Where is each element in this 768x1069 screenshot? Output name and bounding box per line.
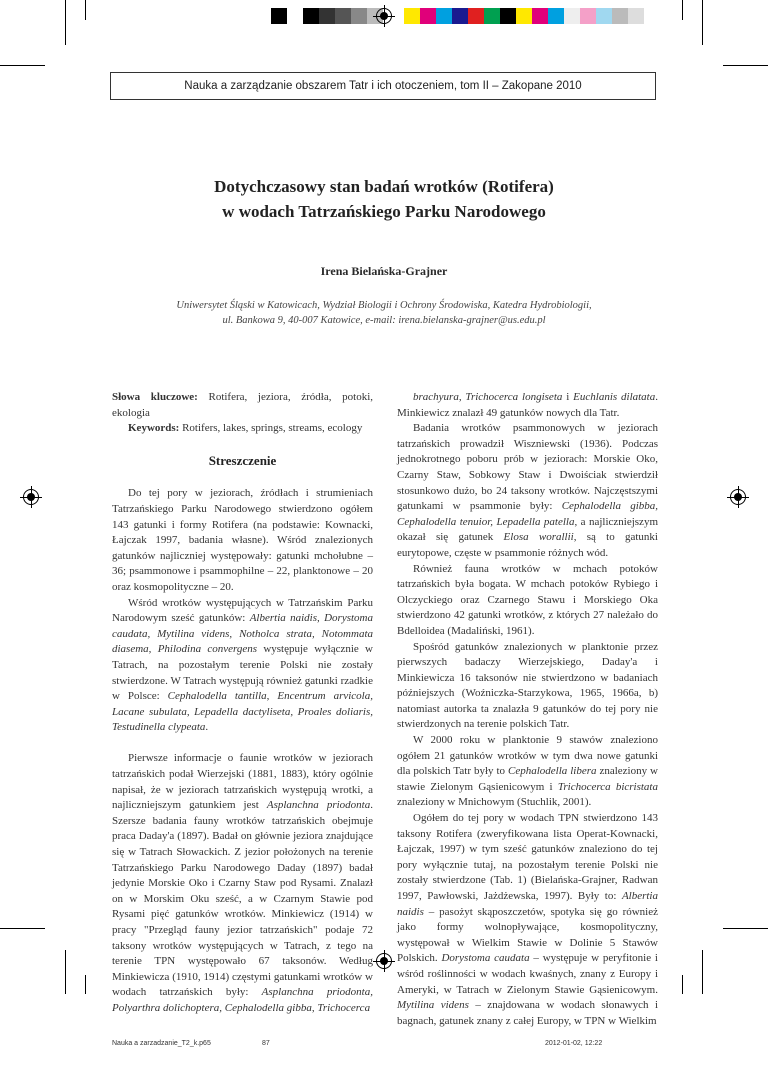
- species-name: Cephalodella libera: [507, 765, 597, 778]
- text-segment: Również fauna wrotków w mchach potoków tatrzańskich była bogata. W mchach potoków Rybiego i Olczyckiego oraz Czarnego Stawu i Morskiego Oka stwierdzono 42 gatunki wrotków, z których 27 należało do Bdelloidea (Madaliński, 1961).: [397, 562, 658, 637]
- affiliation-line: Uniwersytet Śląski w Katowicach, Wydział Biologii i Ochrony Środowiska, Katedra Hydrobiologii,: [176, 300, 592, 311]
- keywords-en: [112, 421, 373, 437]
- species-name: Albertia naidis: [397, 890, 658, 918]
- keywords-pl-text: Rotifera, jeziora, źródła, potoki, ekologia: [112, 391, 373, 419]
- footer-page-number: 87: [262, 1040, 270, 1047]
- paragraph: [397, 421, 658, 561]
- crosshair-left-icon: [20, 486, 42, 508]
- text-segment: – pasożyt skąposzczetów, spotyka się go również jako formy wolnopływające, kosmopolityczny, występował w Wielkim Stawie w Dolinie 5 Stawów Polskich.: [397, 905, 658, 965]
- journal-header: Nauka a zarządzanie obszarem Tatr i ich otoczeniem, tom II – Zakopane 2010: [110, 72, 656, 100]
- species-name: Trichocerca bicristata: [557, 780, 658, 793]
- text-segment: Do tej pory w jeziorach, źródłach i strumieniach Tatrzańskiego Parku Narodowego stwierdzono ogółem 143 gatunki i formy Rotifera (na podstawie: Kownacki, Łajczak 1997, badania własne). Wśród znalezionych gatunków najliczniej występowały: gatunki mchołubne – 36; psammonowe i psammophilne – 22, planktonowe – 20 oraz kosmopolityczne – 20.: [112, 487, 373, 593]
- text-segment: . Minkiewicz znalazł 49 gatunków nowych dla Tatr.: [397, 391, 658, 419]
- species-name: Albertia naidis, Dorystoma caudata, Mytilina videns, Notholca strata, Notommata diasema, Philodina convergens: [112, 612, 373, 656]
- footer-filename: Nauka a zarzadzanie_T2_k.p65: [112, 1040, 211, 1047]
- paragraph: [397, 390, 658, 421]
- text-segment: występuje wyłącznie w Tatrach, na pozostałym terenie Polski nie zostały stwierdzone. W Tatrach występują również gatunki rzadkie w Polsce:: [112, 643, 374, 703]
- paragraph: [397, 640, 658, 734]
- text-segment: Wśród wrotków występujących w Tatrzańskim Parku Narodowym sześć gatunków:: [112, 596, 373, 625]
- text-segment: . Szersze badania fauny wrotków tatrzańskich obejmuje praca Daday'a (1897). Badał on głównie jeziora znajdujące się w Tatrach Słowackich. Z jezior położonych na terenie Tatrzańskiego Parku Narodowego Daday (1897) badał jedynie Morskie Oko i Czarny Staw pod Rysami. Znalazł on w Morskim Oku sześć, a w Czarnym Stawie pod Rysami pięć gatunków wrotków. Minkiewicz (1914) w pracy "Przegląd fauny jezior tatrzańskich" podaje 72 taksony wrotków występujących w Tatrach, z tego na terenie TPN występowało 67 taksonów. Według Minkiewicza (1910, 1914) częstymi gatunkami wrotków w wodach tatrzańskich były:: [112, 799, 373, 999]
- crosshair-top-icon: [373, 5, 395, 27]
- paragraph: [397, 733, 658, 811]
- text-segment: Ogółem do tej pory w wodach TPN stwierdzono 143 taksony Rotifera (zweryfikowana lista Operat-Kownacki, Łajczak, 1997) w tym sześć gatunków znaleziono do tej pory wyłącznie tutaj, na pozostałym terenie Polski nie zostały stwierdzone (Tab. 1) (Bielańska-Grajner, Radwan 1997, Pawłowski, Jażdżewska, 1997). Były to:: [397, 812, 658, 902]
- species-name: Euchlanis dilatata: [573, 391, 656, 403]
- species-name: Asplanchna priodonta: [266, 799, 371, 812]
- keywords-pl: [112, 390, 373, 421]
- keywords-pl-label: Słowa kluczowe:: [112, 391, 198, 403]
- crosshair-bottom-icon: [373, 950, 395, 972]
- left-column: [112, 390, 373, 1017]
- text-segment: i: [562, 391, 574, 403]
- species-name: Mytilina videns: [397, 999, 469, 1012]
- text-segment: znaleziony w stawie Zielonym Gąsienicowym i: [397, 765, 659, 793]
- right-column: [397, 390, 658, 1029]
- text-segment: Spośród gatunków znalezionych w planktonie przez pierwszych badaczy Wierzejskiego, Daday'a i Minkiewicza 16 taksonów nie stwierdzono w badaniach późniejszych (Woźniczka-Starzykowa, 1965, 1966a, b) natomiast autorka ta znalazła 9 gatunków do tej pory nie stwierdzonych na terenie polskich Tatr.: [397, 640, 658, 731]
- text-segment: W 2000 roku w planktonie 9 stawów znaleziono ogółem 21 gatunków wrotków w tym dwa nowe gatunki dla polskich Tatr były to: [397, 734, 658, 778]
- species-name: Asplanchna priodonta, Polyarthra dolichoptera, Cephalodella gibba, Trichocerca: [112, 986, 373, 1014]
- text-segment: .: [205, 721, 209, 734]
- text-segment: – znajdowana w wodach słonawych i bagnach, gatunek znany z całej Europy, w TPN w Wielkim: [397, 999, 658, 1027]
- text-segment: Pierwsze informacje o faunie wrotków w jeziorach tatrzańskich podał Wierzejski (1881, 1883), który ogólnie napisał, że w jeziorach tatrzańskich występują wrotki, a najliczniejszym gatunkiem jest: [112, 752, 373, 812]
- paragraph: [112, 596, 373, 736]
- abstract-heading: Streszczenie: [208, 452, 277, 468]
- keywords-en-text: Rotifers, lakes, springs, streams, ecology: [179, 422, 363, 435]
- article-title: [0, 174, 768, 224]
- text-segment: – występuje w peryfitonie i wśród roślinności w wodach kwaśnych, znany z Europy i Ameryki, w Tatrach w Zielonym Stawie Gąsienicowym.: [397, 952, 658, 996]
- crosshair-right-icon: [727, 486, 749, 508]
- paragraph: [112, 751, 373, 1016]
- paragraph: [397, 562, 658, 640]
- species-name: brachyura, Trichocerca longiseta: [413, 391, 563, 403]
- keywords-en-label: Keywords:: [128, 422, 180, 435]
- title-line: w wodach Tatrzańskiego Parku Narodowego: [222, 202, 546, 221]
- right-paragraphs: [397, 390, 658, 1029]
- left-paragraphs: [112, 486, 373, 1016]
- species-name: Cephalodella tantilla, Encentrum arvicola, Lacane subulata, Lepadella dactyliseta, Proales doliaris, Testudinella clypeata: [112, 690, 373, 734]
- affiliation-line: ul. Bankowa 9, 40-007 Katowice, e-mail: irena.bielanska-grajner@us.edu.pl: [222, 315, 546, 326]
- species-name: Dorystoma caudata: [441, 952, 530, 965]
- text-segment: , są to gatunki eurytopowe, częste w psammonie różnych wód.: [397, 531, 658, 559]
- text-segment: Badania wrotków psammonowych w jeziorach tatrzańskich prowadził Wiszniewski (1936). Podczas jednokrotnego poboru prób w jeziorach: Morskie Oko, Czarny Staw, Sobkowy Staw i Dwoiściak stwierdził stosunkowo dużo, bo 24 taksony wrotków. Najczęstszymi gatunkami w psammonie były:: [397, 422, 658, 513]
- footer-timestamp: 2012-01-02, 12:22: [545, 1040, 603, 1047]
- author: Irena Bielańska-Grajner: [320, 264, 448, 278]
- paragraph: [112, 486, 373, 595]
- text-segment: znaleziony w Mnichowym (Stuchlik, 2001).: [397, 796, 592, 809]
- title-line: Dotychczasowy stan badań wrotków (Rotifera): [214, 177, 554, 196]
- text-segment: , a najliczniejszym okazał się gatunek: [397, 515, 658, 544]
- species-name: Cephalodella gibba, Cephalodella tenuior, Lepadella patella: [397, 500, 659, 528]
- species-name: Elosa worallii: [503, 531, 574, 544]
- paragraph: [397, 811, 658, 1029]
- affiliation: [0, 298, 768, 328]
